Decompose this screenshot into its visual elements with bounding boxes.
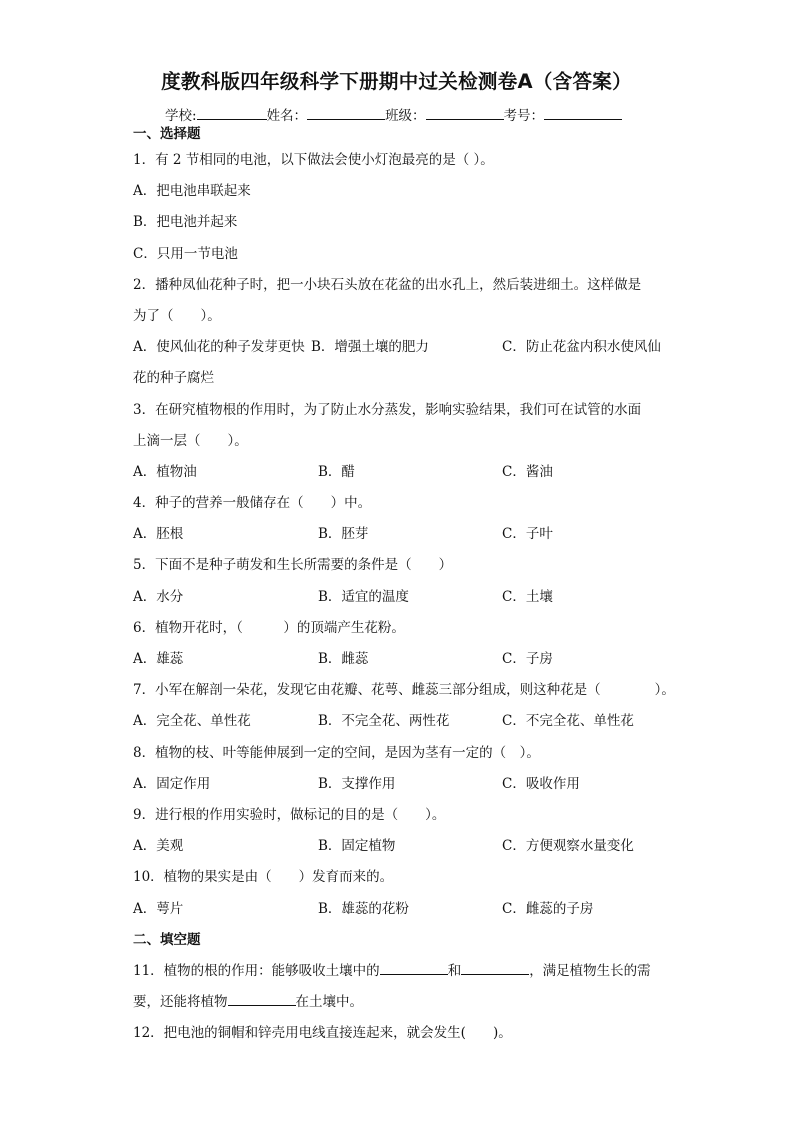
option-c: C．子叶: [502, 526, 553, 543]
name-label: 姓名：: [266, 108, 308, 124]
option-a: A．美观: [133, 838, 184, 855]
number-blank[interactable]: [544, 106, 622, 120]
options-row: [133, 332, 663, 363]
option-c: C．土壤: [502, 588, 553, 605]
option-a: A．植物油: [133, 463, 197, 480]
option-c: C．只用一节电池: [133, 245, 238, 262]
exam-body: [133, 123, 675, 1049]
name-blank[interactable]: [307, 106, 385, 120]
question-text: 在土壤中。: [295, 994, 363, 1011]
options-row: [133, 894, 663, 925]
option-c: C．防止花盆内积水使风仙: [502, 339, 661, 356]
options-row: [133, 706, 663, 737]
option-b: B．适宜的温度: [318, 588, 409, 605]
question-3: 3．在研究植物根的作用时，为了防止水分蒸发，影响实验结果，我们可在试管的水面: [133, 401, 642, 418]
option-b: B．醋: [318, 463, 355, 480]
options-row: [133, 582, 663, 613]
option-c: C．雌蕊的子房: [502, 900, 594, 917]
option-a: A．完全花、单性花: [133, 713, 251, 730]
fill-blank[interactable]: [461, 960, 529, 975]
question-2: 2．播种凤仙花种子时，把一小块石头放在花盆的出水孔上，然后装进细土。这样做是: [133, 276, 642, 293]
option-b: B．雌蕊: [318, 651, 369, 667]
option-b: B．增强土壤的肥力: [311, 339, 429, 356]
fill-blank[interactable]: [228, 991, 296, 1006]
options-row: [133, 644, 663, 675]
question-3-cont: 上滴一层（ ）。: [133, 432, 248, 449]
page-title: 度教科版四年级科学下册期中过关检测卷A（含答案）: [161, 70, 632, 93]
options-row: [133, 769, 663, 800]
option-b: B．胚芽: [318, 526, 369, 543]
question-text: 要，还能将植物: [133, 994, 228, 1011]
section-heading: 一、选择题: [133, 126, 201, 142]
option-a: A．固定作用: [133, 775, 211, 792]
question-text: 11．植物的根的作用：能够吸收土壤中的: [133, 962, 380, 979]
question-11-cont: [133, 987, 663, 1018]
number-label: 考号：: [503, 108, 545, 124]
question-9: 9．进行根的作用实验时，做标记的目的是（ ）。: [133, 806, 446, 823]
question-text: 和: [447, 962, 462, 979]
question-1: 1．有 2 节相同的电池，以下做法会使小灯泡最亮的是（ ）。: [133, 152, 494, 168]
option-b: B．固定植物: [318, 838, 396, 855]
question-2-cont: 为了（ ）。: [133, 307, 221, 324]
options-row: [133, 519, 663, 550]
option-c: C．吸收作用: [502, 775, 580, 792]
question-4: 4．种子的营养一般储存在（ ）中。: [133, 495, 372, 512]
options-row: [133, 457, 663, 488]
question-7: 7．小军在解剖一朵花，发现它由花瓣、花萼、雌蕊三部分组成，则这种花是（ ）。: [133, 682, 675, 699]
question-text: ，满足植物生长的需: [529, 962, 651, 979]
option-c-cont: 花的种子腐烂: [133, 370, 214, 387]
option-a: A．把电池串联起来: [133, 183, 251, 200]
school-blank[interactable]: [197, 106, 267, 120]
option-a: A．胚根: [133, 526, 184, 543]
option-b: B．支撑作用: [318, 775, 396, 792]
school-label: 学校:: [165, 108, 197, 124]
question-10: 10．植物的果实是由（ ）发育而来的。: [133, 869, 394, 886]
option-b: B．把电池并起来: [133, 214, 238, 231]
option-a: A．萼片: [133, 900, 184, 917]
option-a: A．水分: [133, 588, 184, 605]
question-6: 6．植物开花时，（ ）的顶端产生花粉。: [133, 619, 405, 636]
section-heading: 二、填空题: [133, 931, 201, 948]
question-8: 8．植物的枝、叶等能伸展到一定的空间，是因为茎有一定的（ ）。: [133, 744, 540, 761]
class-blank[interactable]: [426, 106, 504, 120]
option-a: A．雄蕊: [133, 651, 184, 667]
question-5: 5．下面不是种子萌发和生长所需要的条件是（ ）: [133, 557, 453, 574]
question-11: [133, 956, 663, 987]
student-info-line: [165, 104, 622, 124]
option-c: C．酱油: [502, 463, 553, 480]
option-c: C．子房: [502, 651, 553, 667]
class-label: 班级：: [385, 108, 426, 124]
question-12: 12．把电池的铜帽和锌壳用电线直接连起来，就会发生( )。: [133, 1025, 512, 1042]
option-b: B．不完全花、两性花: [318, 713, 450, 730]
option-c: C．方便观察水量变化: [502, 838, 634, 855]
option-b: B．雄蕊的花粉: [318, 900, 409, 917]
fill-blank[interactable]: [380, 960, 448, 975]
option-c: C．不完全花、单性花: [502, 713, 634, 730]
option-a: A．使风仙花的种子发芽更快: [133, 339, 305, 356]
options-row: [133, 831, 663, 862]
